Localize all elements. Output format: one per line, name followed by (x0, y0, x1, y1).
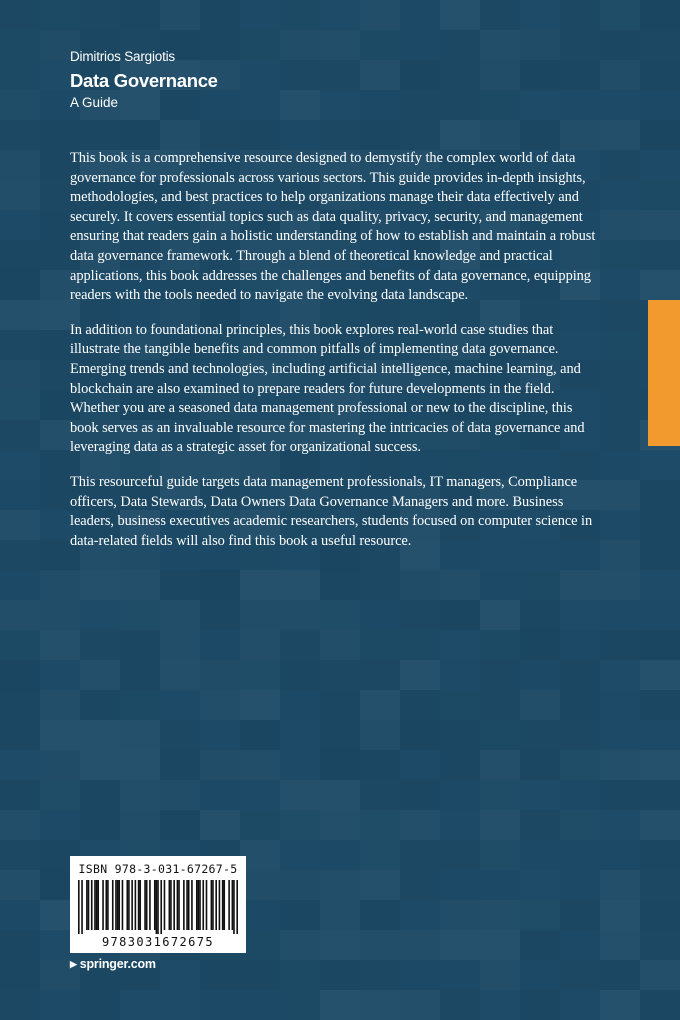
blurb-paragraph: In addition to foundational principles, this book explores real-world case studies that illustrate the tangible benefits and common pitfalls of implementing data governance. Emerging trends and technologies, including artificial intelligence, machine learning, and blockchain are also examined to prepare readers for future developments in the field. Whether you are a seasoned data management professional or new to the discipline, this book serves as an invaluable resource for mastering the intricacies of data governance and leveraging data as a strategic asset for organizational success. (70, 321, 585, 456)
book-title: Data Governance (70, 70, 218, 91)
triangle-right-icon: ▶ (70, 959, 77, 969)
isbn-digits: 9783031672675 (101, 935, 215, 949)
barcode-icon (78, 880, 238, 934)
book-subtitle: A Guide (70, 95, 119, 110)
book-header (70, 48, 218, 112)
accent-tab (648, 300, 680, 446)
blurb-paragraph: This book is a comprehensive resource designed to demystify the complex world of data governance for professionals across various sectors. This guide provides in-depth insights, methodologies, and best practices to help organizations manage their data effectively and securely. It covers essential topics such as data quality, privacy, security, and management ensuring that readers gain a holistic understanding of how to establish and maintain a robust data governance framework. Through a blend of theoretical knowledge and practical applications, this book addresses the challenges and benefits of data governance, equipping readers with the tools needed to navigate the evolving data landscape. (70, 150, 596, 304)
author-name: Dimitrios Sargiotis (70, 49, 175, 64)
isbn-label: ISBN 978-3-031-67267-5 (78, 862, 238, 876)
isbn-barcode (70, 856, 246, 953)
publisher-url: springer.com (79, 957, 156, 971)
publisher-link[interactable] (70, 957, 156, 971)
blurb (70, 149, 596, 566)
blurb-paragraph: This resourceful guide targets data management professionals, IT managers, Compliance officers, Data Stewards, Data Owners Data Governance Managers and more. Business leaders, business executives academic researchers, students focused on computer science in data-related fields will also find this book a useful resource. (70, 473, 593, 549)
